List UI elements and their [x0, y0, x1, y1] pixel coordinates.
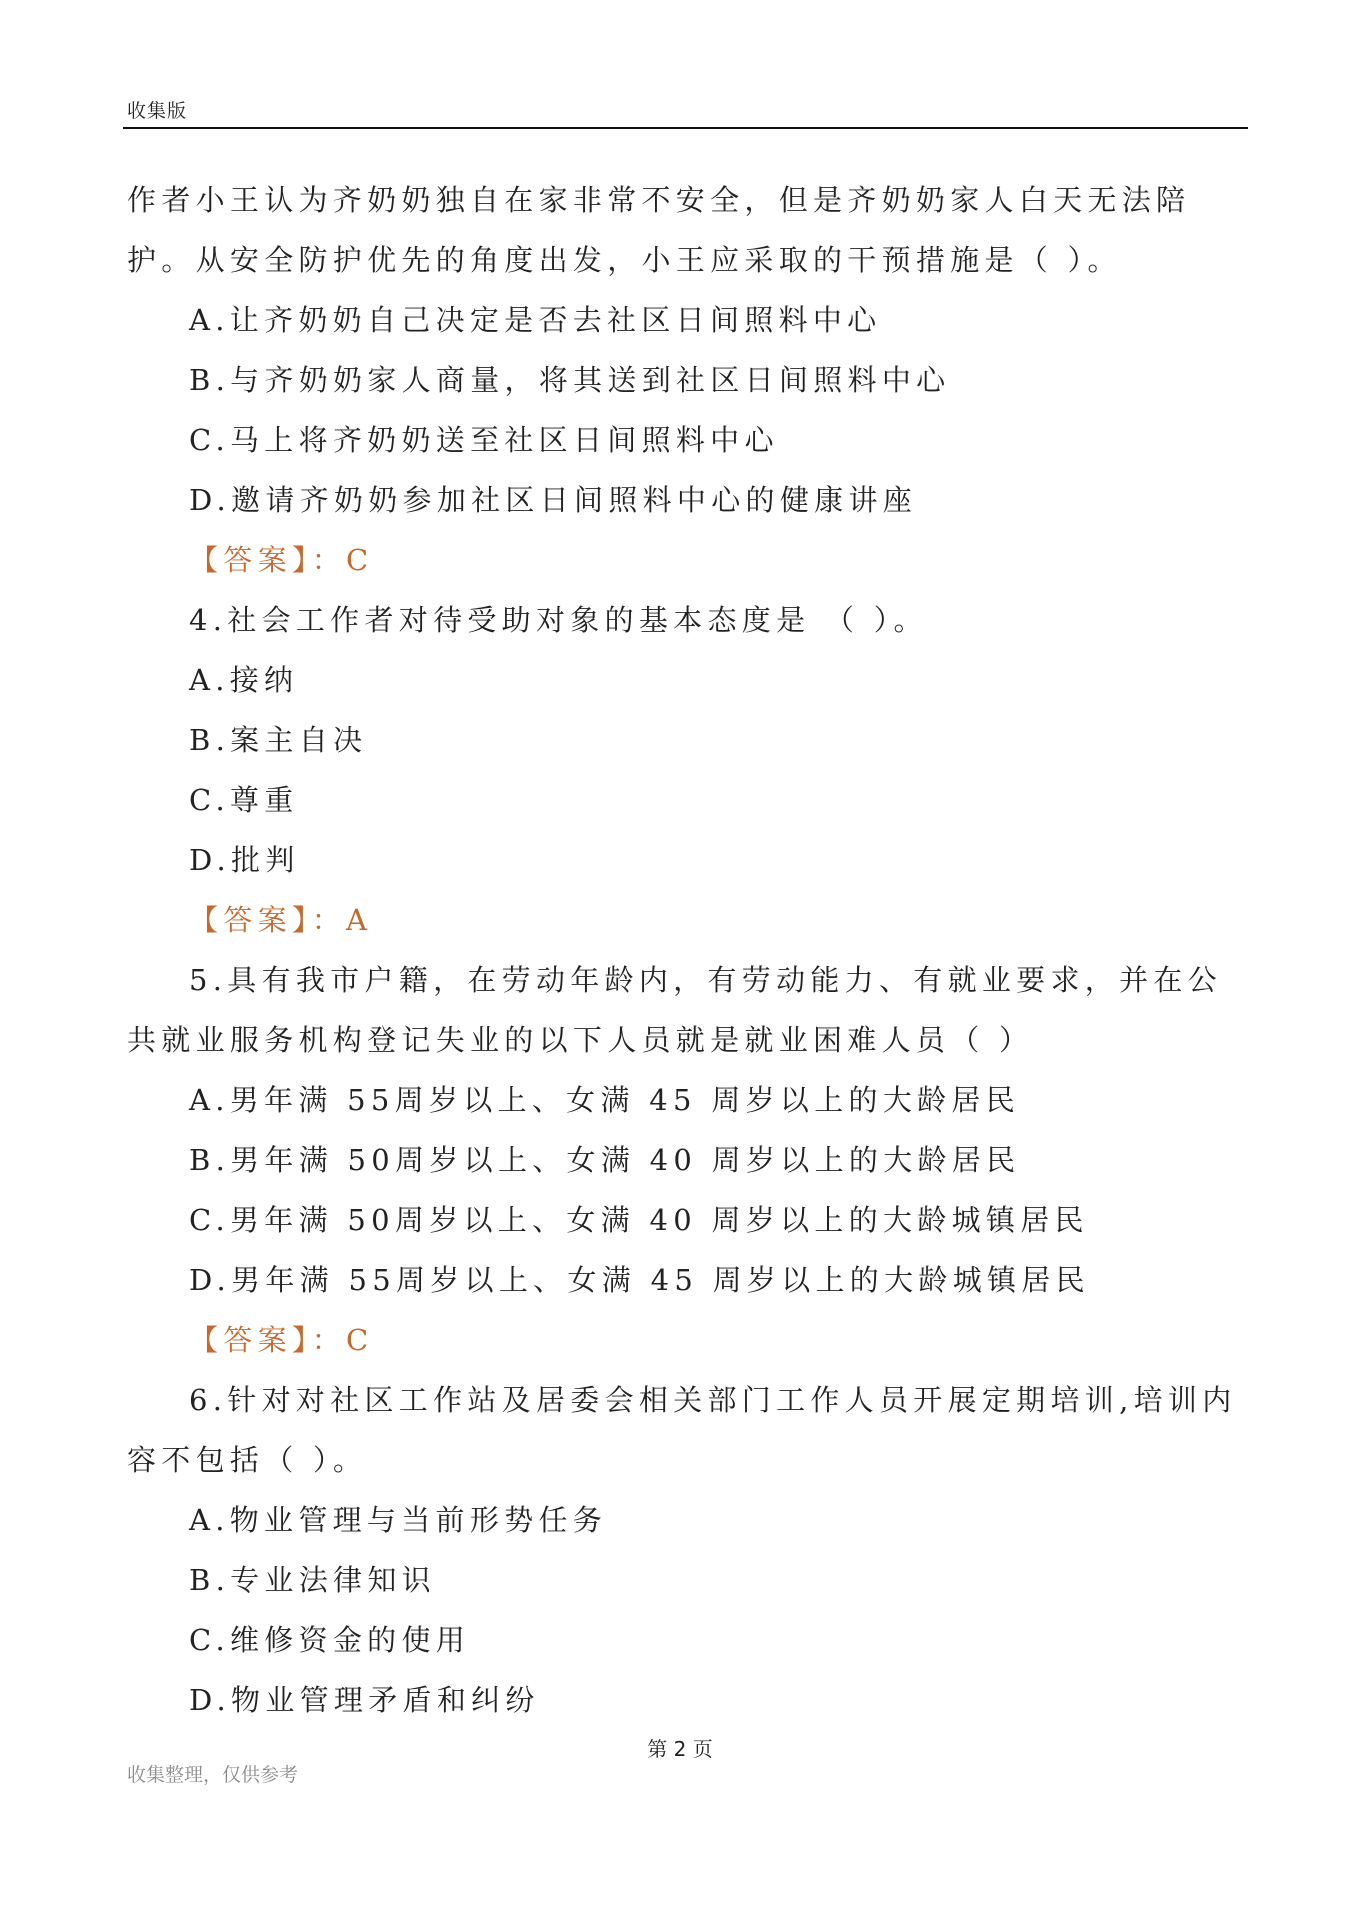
question-option: B.与齐奶奶家人商量，将其送到社区日间照料中心 — [189, 363, 951, 397]
question-stem: 5.具有我市户籍，在劳动年龄内，有劳动能力、有就业要求，并在公共就业服务机构登记失业的以下人员就是就业困难人员（ ） — [127, 963, 1222, 1057]
question-option: C.马上将齐奶奶送至社区日间照料中心 — [189, 423, 779, 457]
footer-note: 收集整理，仅供参考 — [127, 1764, 299, 1786]
question-option: A.接纳 — [189, 663, 299, 697]
question-stem: 6.针对对社区工作站及居委会相关部门工作人员开展定期培训,培训内容不包括（ ）。 — [127, 1383, 1237, 1477]
answer-label: 【答案】：C — [189, 543, 374, 577]
page-number: 第 2 页 — [647, 1737, 713, 1761]
document-body — [127, 170, 1247, 1730]
question-option: D.物业管理矛盾和纠纷 — [189, 1683, 540, 1717]
question-option: D.男年满 55周岁以上、女满 45 周岁以上的大龄城镇居民 — [189, 1263, 1090, 1297]
question-option: D.邀请齐奶奶参加社区日间照料中心的健康讲座 — [189, 483, 918, 517]
answer-label: 【答案】：C — [189, 1323, 374, 1357]
question-option: A.男年满 55周岁以上、女满 45 周岁以上的大龄居民 — [189, 1083, 1021, 1117]
question-option: A.物业管理与当前形势任务 — [189, 1503, 608, 1537]
question-option: B.案主自决 — [189, 723, 368, 757]
question-option: A.让齐奶奶自己决定是否去社区日间照料中心 — [189, 303, 882, 337]
question-option: C.尊重 — [189, 783, 299, 817]
question-option: D.批判 — [189, 843, 300, 877]
question-option: C.男年满 50周岁以上、女满 40 周岁以上的大龄城镇居民 — [189, 1203, 1089, 1237]
header-divider — [123, 127, 1248, 129]
question-stem: 4.社会工作者对待受助对象的基本态度是 （ ）。 — [189, 603, 928, 637]
question-option: B.男年满 50周岁以上、女满 40 周岁以上的大龄居民 — [189, 1143, 1021, 1177]
answer-label: 【答案】：A — [189, 903, 373, 937]
question-option: C.维修资金的使用 — [189, 1623, 471, 1657]
question-stem: 作者小王认为齐奶奶独自在家非常不安全，但是齐奶奶家人白天无法陪护。从安全防护优先的角度出发，小王应采取的干预措施是（ ）。 — [127, 183, 1191, 277]
question-option: B.专业法律知识 — [189, 1563, 436, 1597]
header-label: 收集版 — [127, 100, 188, 122]
